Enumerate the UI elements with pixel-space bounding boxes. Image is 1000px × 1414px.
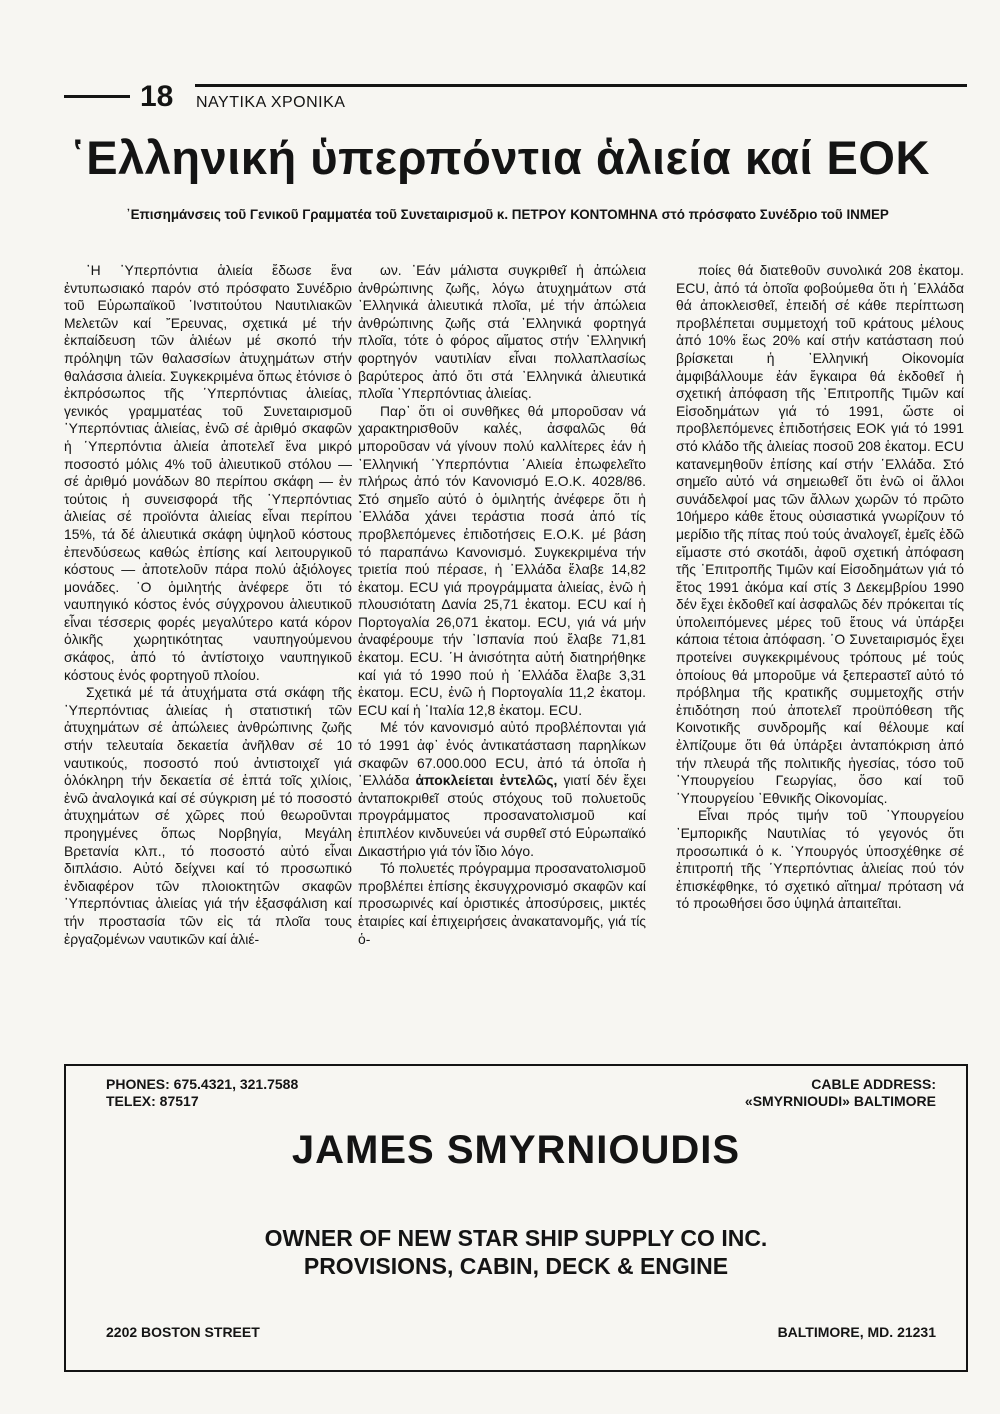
paragraph: Σχετικά μέ τά ἀτυχήματα στά σκάφη τῆς ῾Υπερπόντιας ἁλιείας ἡ στατιστική τῶν ἀτυχημάτων σέ ἀπώλειες ἀνθρώπινης ζωῆς στήν τελευταία δεκαετία ἀνῆλθαν σέ 10 ναυτικούς, ποσοστό πού ἀντιστοιχεῖ γιά ὁλόκληρη τήν δεκαετία σέ ἑπτά τοῖς χιλίοις, ἐνῶ ἀναλογικά καί σέ σύγκριση μέ τό ποσοστό ἀτυχημάτων σέ χῶρες πού θεωροῦνται προηγμένες ὅπως Νορβηγία, Μεγάλη Βρετανία κλπ., τό ποσοστό αὐτό εἶναι διπλάσιο. Αὐτό δείχνει καί τό προσωπικό ἐνδιαφέρον τῶν πλοιοκτητῶν σκαφῶν ῾Υπερπόντιας ἁλιείας γιά τήν ἐξασφάλιση καί τήν προστασία τῶν εἰς τά πλοῖα τους ἐργαζομένων ναυτικῶν καί ἁλιέ- bbox=[64, 684, 352, 947]
page-number: 18 bbox=[140, 80, 174, 113]
ad-city: BALTIMORE, MD. 21231 bbox=[777, 1324, 936, 1340]
article-title: ῾Ελληνική ὑπερπόντια ἁλιεία καί ΕΟΚ bbox=[70, 131, 930, 184]
ad-company-name: JAMES SMYRNIOUDIS bbox=[291, 1128, 741, 1172]
paragraph: Εἶναι πρός τιμήν τοῦ ῾Υπουργείου ᾽Εμπορικῆς Ναυτιλίας τό γεγονός ὅτι προσωπικά ὁ κ. ῾Υπουργός ὑποσχέθηκε σέ ἐπιτροπή τῆς ῾Υπερπόντιας ἁλιείας πού τόν ἐπισκέφθηκε, τό σχετικό αἴτημα/ πρόταση νά τό προωθήσει ὅσο ὑψηλά ἀπαιτεῖται. bbox=[676, 807, 964, 912]
article-column-1 bbox=[64, 262, 352, 948]
ad-contact bbox=[106, 1076, 298, 1110]
ad-owner-line: PROVISIONS, CABIN, DECK & ENGINE bbox=[303, 1253, 729, 1279]
emphasis-text: ἀποκλείεται ἐντελῶς, bbox=[415, 772, 558, 789]
magazine-name: ΝΑΥΤΙΚΑ ΧΡΟΝΙΚΑ bbox=[196, 94, 346, 111]
ad-cable-address bbox=[745, 1076, 936, 1110]
header-rule bbox=[195, 84, 967, 87]
paragraph: ων. ᾽Εάν μάλιστα συγκριθεῖ ἡ ἀπώλεια ἀνθρώπινης ζωῆς, λόγω ἀτυχημάτων στά ᾽Ελληνικά ἁλιευτικά πλοῖα, μέ τήν ἀπώλεια ἀνθρώπινης ζωῆς στά ᾽Ελληνικά φορτηγά πλοῖα, τότε ὁ φόρος αἵματος στήν ᾽Ελληνική φορτηγόν ναυτιλίαν εἶναι πολλαπλασίως βαρύτερος ἀπό ὅτι στά ᾽Ελληνικά ἁλιευτικά πλοῖα ῾Υπερπόντιας ἁλιείας. bbox=[358, 262, 646, 402]
article-subtitle: ᾽Επισημάνσεις τοῦ Γενικοῦ Γραμματέα τοῦ Συνεταιρισμοῦ κ. ΠΕΤΡΟΥ ΚΟΝΤΟΜΗΝΑ στό πρόσφατο Συνέδριο τοῦ ΙΝΜΕΡ bbox=[126, 207, 889, 222]
ad-telex: TELEX: 87517 bbox=[106, 1093, 199, 1109]
article-column-3 bbox=[676, 262, 964, 913]
paragraph-text: γιατί δέν ἔχει ἀνταποκριθεῖ στούς στόχους τοῦ πολυετοῦς προγράμματος προσανατολισμοῦ καί ἐπιπλέον κινδυνεύει νά συρθεῖ στό Εὐρωπαϊκό Δικαστήριο γιά τόν ἴδιο λόγο. bbox=[358, 772, 646, 859]
ad-owner bbox=[66, 1224, 966, 1280]
ad-phones: PHONES: 675.4321, 321.7588 bbox=[106, 1076, 299, 1092]
article-column-2 bbox=[358, 262, 646, 948]
paragraph bbox=[358, 719, 646, 860]
paragraph: ῾Η ῾Υπερπόντια ἁλιεία ἔδωσε ἕνα ἐντυπωσιακό παρόν στό πρόσφατο Συνέδριο τοῦ Εὐρωπαϊκοῦ ᾽Ινστιτούτου Ναυτιλιακῶν Μελετῶν καί ῎Ερευνας, σχετικά μέ τήν ἐκπαίδευση τῶν ἁλιέων μέ σκοπό τήν πρόληψη τῶν θαλασσίων ἀτυχημάτων στήν θαλάσσια ἁλιεία. Συγκεκριμένα ὅπως ἐτόνισε ὁ ἐκπρόσωπος τῆς ῾Υπερπόντιας ἁλιείας, γενικός γραμματέας τοῦ Συνεταιρισμοῦ ῾Υπερπόντιας ἁλιείας, ἐνῶ σέ ἀριθμό σκαφῶν ἡ ῾Υπερπόντια ἁλιεία ἀποτελεῖ ἕνα μικρό ποσοστό μόλις 4% τοῦ ἁλιευτικοῦ στόλου — σέ ἀριθμό μονάδων 80 περίπου σκάφη — ἐν τούτοις ἡ συνεισφορά τῆς ῾Υπερπόντιας ἁλιείας σέ προϊόντα ἁλιείας εἶναι περίπου 15%, τά δέ ἁλιευτικά σκάφη ὑψηλοῦ κόστους ἐπενδύσεως καθώς ἐπίσης καί λειτουργικοῦ κόστους — ἀποτελοῦν πάρα πολύ ἀξιόλογες μονάδες. ῾Ο ὁμιλητής ἀνέφερε ὅτι τό ναυπηγικό κόστος ἑνός σύγχρονου ἁλιευτικοῦ εἶναι τέσσερις φορές μεγαλύτερο κατά κόρον ὁλικῆς χωρητικότητας ναυπηγούμενου σκάφος, ἀπό τό ἀντίστοιχο ναυπηγικοῦ κόστους ἑνός φορτηγοῦ πλοίου. bbox=[64, 262, 352, 683]
header-rule-left bbox=[64, 95, 130, 98]
ad-street: 2202 BOSTON STREET bbox=[106, 1324, 260, 1340]
paragraph: ποίες θά διατεθοῦν συνολικά 208 ἑκατομ. ECU, ἀπό τά ὁποῖα φοβούμεθα ὅτι ἡ ῾Ελλάδα θά ἀποκλεισθεῖ, ἐπειδή σέ κάθε περίπτωση προβλέπεται συμμετοχή τοῦ κράτους μέλους ἀπό 10% ἕως 20% καί στήν κατάσταση πού βρίσκεται ἡ ᾽Ελληνική Οἰκονομία ἀμφιβάλλουμε ἐάν ἔγκαιρα θά ἐκδοθεῖ ἡ σχετική ἀπόφαση τῆς ᾽Επιτροπῆς Τιμῶν καί Εἰσοδημάτων γιά τό 1991, ὥστε οἱ προβλεπόμενες ἐπιδοτήσεις ΕΟΚ γιά τό 1991 στό κλάδο τῆς ἁλιείας ποσοῦ 208 ἑκατομ. ECU κατανεμηθοῦν ἐπίσης καί στήν ῾Ελλάδα. Στό σημεῖο αὐτό νά σημειωθεῖ ὅτι ἐνῶ οἱ ἄλλοι συνάδελφοί μας τῶν ἄλλων χωρῶν τό πρῶτο 10ήμερο κάθε ἔτους οὐσιαστικά γνωρίζουν τό μερίδιο τῆς πίτας πού τούς ἀναλογεῖ, ἐμεῖς ἐδῶ εἴμαστε στό σκοτάδι, ἀφοῦ σχετική ἀπόφαση τῆς ᾽Επιτροπῆς Τιμῶν καί Εἰσοδημάτων γιά τό ἔτος 1991 ἀκόμα καί στίς 3 Δεκεμβρίου 1990 δέν ἔχει ἐκδοθεῖ καί ἀσφαλῶς δέν πρόκειται τίς ὑπολειπόμενες μέρες τοῦ ἔτους νά ὑπάρξει κάποια τέτοια ἀπόφαση. ῾Ο Συνεταιρισμός ἔχει προτείνει συγκεκριμένους τρόπους μέ τούς ὁποίους θά μποροῦμε νά ξεπεραστεῖ αὐτό τό πρόβλημα τῆς κρατικῆς συμμετοχῆς στήν ἐπιδότηση πού ἀποτελεῖ προϋπόθεση τῆς Κοινοτικῆς συνδρομῆς καί θέλουμε καί ἐλπίζουμε ὅτι θά ὑπάρξει ἀνταπόκριση ἀπό τήν πλευρά τῆς πολιτικῆς ἡγεσίας, τόσο τοῦ ῾Υπουργείου Γεωργίας, ὅσο καί τοῦ ῾Υπουργείου ᾽Εθνικῆς Οἰκονομίας. bbox=[676, 262, 964, 806]
advertisement-box bbox=[64, 1064, 968, 1372]
ad-cable-value: «SMYRNIOUDI» BALTIMORE bbox=[744, 1093, 936, 1109]
paragraph: Τό πολυετές πρόγραμμα προσανατολισμοῦ προβλέπει ἐπίσης ἐκσυγχρονισμό σκαφῶν καί προσωρινές καί ὁριστικές ἀποσύρσεις, μικτές ἑταιρίες καί ἐπιχειρήσεις ἀνακατανομῆς, γιά τίς ὁ- bbox=[358, 860, 646, 947]
paragraph: Παρ᾽ ὅτι οἱ συνθῆκες θά μποροῦσαν νά χαρακτηρισθοῦν καλές, ἀσφαλῶς θά μποροῦσαν νά γίνουν πολύ καλλίτερες ἐάν ἡ ᾽Ελληνική ῾Υπερπόντια ῾Αλιεία ἐπωφελεῖτο πλήρως ἀπό τόν Κανονισμό Ε.Ο.Κ. 4028/86. Στό σημεῖο αὐτό ὁ ὁμιλητής ἀνέφερε ὅτι ἡ ῾Ελλάδα χάνει τεράστια ποσά ἀπό τίς προβλεπόμενες ἐπιδοτήσεις Ε.Ο.Κ. μέ βάση τό παραπάνω Κανονισμό. Συγκεκριμένα τήν τριετία πού πέρασε, ἡ ῾Ελλάδα ἔλαβε 14,82 ἑκατομ. ECU γιά προγράμματα ἁλιείας, ἐνῶ ἡ πλουσιότατη Δανία 25,71 ἑκατομ. ECU καί ἡ Πορτογαλία 26,071 ἑκατομ. ECU, γιά νά μήν ἀναφέρουμε τήν ᾽Ισπανία πού ἔλαβε 71,81 ἑκατομ. ECU. ῾Η ἀνισότητα αὐτή διατηρήθηκε καί γιά τό 1990 πού ἡ ῾Ελλάδα ἔλαβε 3,31 ἑκατομ. ECU, ἐνῶ ἡ Πορτογαλία 11,2 ἑκατομ. ECU καί ἡ ᾽Ιταλία 12,8 ἑκατομ. ECU. bbox=[358, 402, 646, 718]
ad-owner-line: OWNER OF NEW STAR SHIP SUPPLY CO INC. bbox=[264, 1225, 768, 1251]
ad-cable-label: CABLE ADDRESS: bbox=[811, 1076, 936, 1092]
paragraph-text: Μέ τόν κανονισμό αὐτό προβλέπονται γιά τό 1991 ἀφ᾽ ἑνός ἀντικατάσταση παρηλίκων σκαφῶν 67.000.000 ECU, ἀπό τά ὁποῖα ἡ ῾Ελλάδα bbox=[358, 719, 646, 789]
